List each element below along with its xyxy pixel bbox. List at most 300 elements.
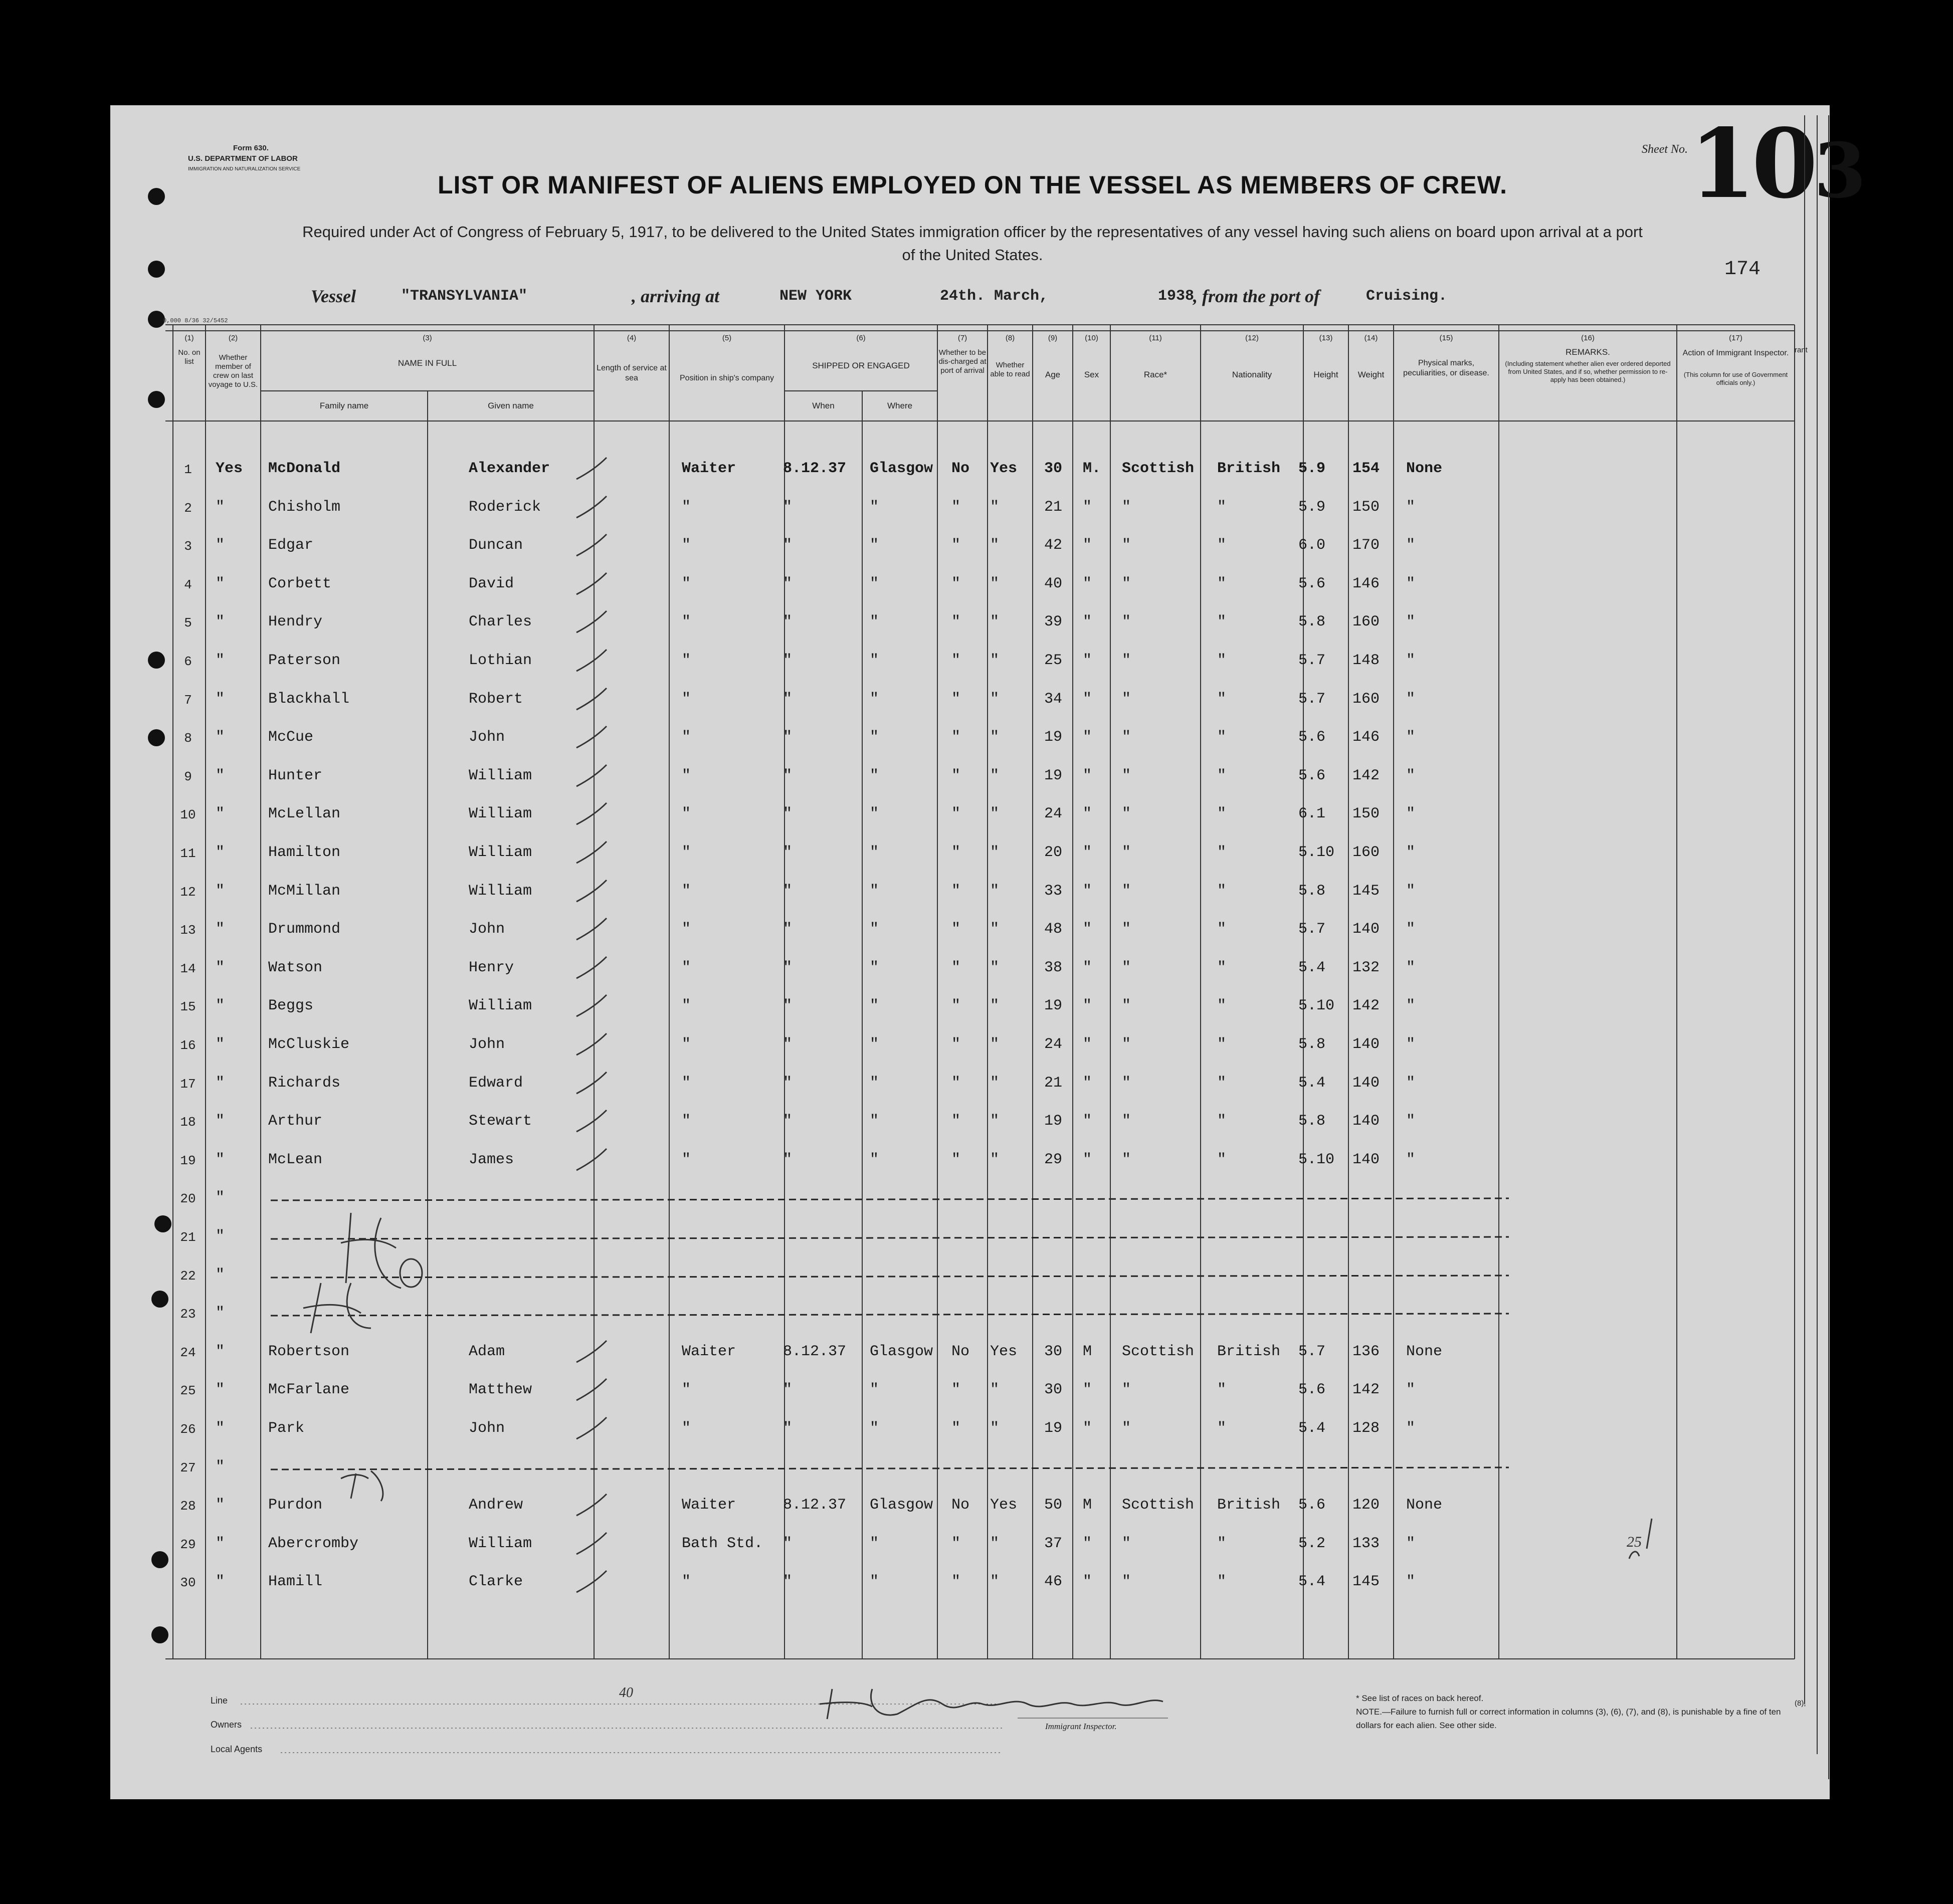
- check-mark: [576, 1110, 607, 1132]
- check-mark: [576, 534, 607, 556]
- row-number: 24: [180, 1345, 196, 1360]
- cell-position: ": [682, 1075, 691, 1092]
- cell-sex: ": [1083, 921, 1092, 938]
- cell-member: ": [216, 1458, 225, 1475]
- cell-marks: ": [1406, 805, 1416, 822]
- cell-member: ": [216, 883, 225, 900]
- arrival-port: NEW YORK: [779, 288, 852, 305]
- cell-when: ": [783, 537, 793, 554]
- cell-member: ": [216, 729, 225, 746]
- cell-nationality: ": [1217, 691, 1227, 708]
- cell-marks: ": [1406, 767, 1416, 784]
- cell-when: 8.12.37: [783, 1343, 847, 1360]
- cell-member: ": [216, 997, 225, 1014]
- cell-discharged: ": [951, 959, 961, 976]
- cell-weight: 120: [1352, 1497, 1380, 1514]
- cell-sex: ": [1083, 575, 1092, 592]
- cell-sex: ": [1083, 729, 1092, 746]
- cell-read: Yes: [990, 460, 1018, 477]
- col-where: Where: [887, 401, 913, 410]
- handwritten-initials: [303, 1213, 1652, 1719]
- cell-marks: ": [1406, 613, 1416, 630]
- cell-where: ": [870, 844, 879, 861]
- service-name: IMMIGRATION AND NATURALIZATION SERVICE: [188, 166, 301, 172]
- row-number: 26: [180, 1422, 196, 1437]
- cell-nationality: ": [1217, 729, 1227, 746]
- cell-age: 19: [1044, 1420, 1063, 1437]
- cell-race: Scottish: [1122, 1343, 1195, 1360]
- check-mark: [576, 573, 607, 594]
- cell-position: ": [682, 921, 691, 938]
- cell-where: ": [870, 997, 879, 1014]
- col1-number: (1): [184, 334, 194, 342]
- cell-read: ": [990, 652, 1000, 669]
- row-number: 12: [180, 885, 196, 900]
- cell-member: ": [216, 1420, 225, 1437]
- row-number: 18: [180, 1115, 196, 1130]
- cell-height: 5.10: [1298, 1151, 1335, 1168]
- cell-weight: 148: [1352, 652, 1380, 669]
- cell-read: ": [990, 1381, 1000, 1398]
- cell-sex: ": [1083, 767, 1092, 784]
- cell-sex: ": [1083, 1151, 1092, 1168]
- cell-position: ": [682, 499, 691, 516]
- cell-race: ": [1122, 691, 1131, 708]
- cell-member: ": [216, 575, 225, 592]
- cell-family: Abercromby: [268, 1535, 359, 1552]
- cell-height: 5.8: [1298, 1036, 1326, 1053]
- cell-discharged: ": [951, 1420, 961, 1437]
- cell-race: Scottish: [1122, 460, 1195, 477]
- cell-given: William: [469, 844, 532, 861]
- cell-member: ": [216, 1075, 225, 1092]
- col13-number: (13): [1319, 334, 1333, 342]
- cell-discharged: ": [951, 575, 961, 592]
- cell-read: ": [990, 767, 1000, 784]
- cancelled-row-line: [271, 1276, 1509, 1278]
- cell-height: 5.7: [1298, 652, 1326, 669]
- cell-where: ": [870, 537, 879, 554]
- cell-weight: 154: [1352, 460, 1380, 477]
- cell-race: ": [1122, 575, 1131, 592]
- cell-given: John: [469, 1036, 505, 1053]
- cell-discharged: ": [951, 613, 961, 630]
- cell-sex: ": [1083, 1420, 1092, 1437]
- cell-where: ": [870, 959, 879, 976]
- cell-weight: 146: [1352, 729, 1380, 746]
- cell-nationality: ": [1217, 959, 1227, 976]
- cell-weight: 132: [1352, 959, 1380, 976]
- cell-height: 5.7: [1298, 691, 1326, 708]
- cell-height: 5.6: [1298, 729, 1326, 746]
- cancelled-row-line: [271, 1314, 1509, 1316]
- cell-discharged: ": [951, 499, 961, 516]
- arrival-date: 24th. March,: [940, 288, 1049, 305]
- cell-discharged: ": [951, 1113, 961, 1130]
- page-title: LIST OR MANIFEST OF ALIENS EMPLOYED ON THE VESSEL AS MEMBERS OF CREW.: [438, 171, 1507, 199]
- cell-height: 5.2: [1298, 1535, 1326, 1552]
- cell-height: 5.6: [1298, 575, 1326, 592]
- cell-marks: ": [1406, 844, 1416, 861]
- footer-agents-label: Local Agents: [211, 1744, 263, 1754]
- cell-race: ": [1122, 729, 1131, 746]
- cell-marks: ": [1406, 1573, 1416, 1590]
- cell-family: Hamilton: [268, 844, 341, 861]
- cell-given: David: [469, 575, 514, 592]
- col-race: Race*: [1143, 370, 1167, 379]
- cell-race: ": [1122, 537, 1131, 554]
- cell-family: Richards: [268, 1075, 341, 1092]
- cell-marks: ": [1406, 1420, 1416, 1437]
- cell-member: ": [216, 499, 225, 516]
- cell-position: ": [682, 1113, 691, 1130]
- vessel-name: "TRANSYLVANIA": [401, 288, 528, 305]
- row-number: 9: [184, 769, 192, 784]
- cell-where: ": [870, 613, 879, 630]
- cell-race: ": [1122, 1151, 1131, 1168]
- cell-position: ": [682, 575, 691, 592]
- cell-where: ": [870, 1113, 879, 1130]
- cell-nationality: ": [1217, 1036, 1227, 1053]
- cell-marks: None: [1406, 1343, 1443, 1360]
- cell-weight: 136: [1352, 1343, 1380, 1360]
- cell-sex: ": [1083, 1535, 1092, 1552]
- cell-weight: 133: [1352, 1535, 1380, 1552]
- cell-when: 8.12.37: [783, 460, 847, 477]
- check-mark: [576, 918, 607, 940]
- row-number: 28: [180, 1499, 196, 1514]
- row-number: 25: [180, 1383, 196, 1398]
- cell-discharged: ": [951, 997, 961, 1014]
- cell-weight: 128: [1352, 1420, 1380, 1437]
- check-mark: [576, 803, 607, 824]
- margin-note-25: 25: [1627, 1534, 1642, 1550]
- cell-when: ": [783, 1151, 793, 1168]
- col-physical-marks: Physical marks, peculiarities, or disease.: [1403, 359, 1489, 377]
- cell-race: ": [1122, 805, 1131, 822]
- col-age: Age: [1045, 370, 1061, 379]
- check-mark: [576, 458, 607, 479]
- cell-nationality: ": [1217, 1151, 1227, 1168]
- col-remarks-note: (Including statement whether alien ever ordered deported from United States, and if so, whether permission to re-apply has been obtained.): [1505, 360, 1671, 383]
- cell-read: Yes: [990, 1497, 1018, 1514]
- cell-member: ": [216, 1189, 225, 1206]
- cell-position: ": [682, 652, 691, 669]
- cell-weight: 150: [1352, 805, 1380, 822]
- cell-age: 39: [1044, 613, 1063, 630]
- col4-number: (4): [627, 334, 637, 342]
- cell-family: Hunter: [268, 767, 323, 784]
- cell-when: ": [783, 767, 793, 784]
- cell-read: ": [990, 844, 1000, 861]
- cell-given: Robert: [469, 691, 523, 708]
- cell-nationality: ": [1217, 997, 1227, 1014]
- cell-discharged: No: [951, 1343, 970, 1360]
- cell-nationality: ": [1217, 921, 1227, 938]
- cell-member: ": [216, 1113, 225, 1130]
- cell-discharged: ": [951, 691, 961, 708]
- footer-owners-label: Owners: [211, 1720, 242, 1730]
- cell-family: Chisholm: [268, 499, 341, 516]
- cell-given: William: [469, 767, 532, 784]
- cell-when: ": [783, 805, 793, 822]
- col-whether-member: Whether member of crew on last voyage to U.S.: [208, 353, 258, 389]
- col-sex: Sex: [1084, 370, 1099, 379]
- cell-height: 5.10: [1298, 844, 1335, 861]
- cell-discharged: ": [951, 921, 961, 938]
- cell-discharged: ": [951, 844, 961, 861]
- row-number: 8: [184, 731, 192, 746]
- cell-when: ": [783, 613, 793, 630]
- check-mark: [576, 1417, 607, 1439]
- col-discharged: Whether to be dis-charged at port of arrival: [938, 348, 987, 375]
- cell-weight: 142: [1352, 997, 1380, 1014]
- col-position: Position in ship's company: [679, 374, 774, 382]
- cell-marks: ": [1406, 1036, 1416, 1053]
- cell-race: ": [1122, 1381, 1131, 1398]
- cell-marks: ": [1406, 1075, 1416, 1092]
- row-number: 16: [180, 1038, 196, 1053]
- cell-age: 34: [1044, 691, 1063, 708]
- cell-when: ": [783, 883, 793, 900]
- row-number: 29: [180, 1537, 196, 1552]
- col14-number: (14): [1364, 334, 1378, 342]
- cell-where: ": [870, 1420, 879, 1437]
- cell-sex: M: [1083, 1497, 1092, 1514]
- page-number: 174: [1724, 258, 1761, 281]
- cell-nationality: ": [1217, 1075, 1227, 1092]
- check-mark: [576, 1571, 607, 1592]
- cell-position: ": [682, 767, 691, 784]
- cell-where: ": [870, 1535, 879, 1552]
- cell-marks: ": [1406, 537, 1416, 554]
- cell-sex: ": [1083, 1075, 1092, 1092]
- footer-line-label: Line: [211, 1696, 228, 1706]
- cell-race: ": [1122, 652, 1131, 669]
- cell-family: Park: [268, 1420, 305, 1437]
- cell-height: 5.6: [1298, 767, 1326, 784]
- row-number: 2: [184, 501, 192, 516]
- cell-marks: ": [1406, 1381, 1416, 1398]
- cell-age: 24: [1044, 1036, 1063, 1053]
- col12-number: (12): [1245, 334, 1259, 342]
- cancelled-row-line: [271, 1237, 1509, 1239]
- footer-races-note: * See list of races on back hereof.: [1356, 1694, 1484, 1703]
- cell-race: ": [1122, 613, 1131, 630]
- cell-read: ": [990, 691, 1000, 708]
- cell-family: Paterson: [268, 652, 341, 669]
- cell-discharged: ": [951, 883, 961, 900]
- cell-position: ": [682, 844, 691, 861]
- cell-where: ": [870, 729, 879, 746]
- cell-where: ": [870, 1381, 879, 1398]
- cell-family: McDonald: [268, 460, 341, 477]
- col9-number: (9): [1048, 334, 1058, 342]
- cell-height: 5.9: [1298, 460, 1326, 477]
- cell-marks: ": [1406, 1113, 1416, 1130]
- footer-note: [1356, 1691, 1782, 1732]
- cancelled-row-line: [271, 1198, 1509, 1200]
- cell-race: ": [1122, 499, 1131, 516]
- col-length-service: Length of service at sea: [597, 364, 667, 382]
- cell-height: 5.7: [1298, 921, 1326, 938]
- cell-position: ": [682, 1036, 691, 1053]
- cell-position: ": [682, 883, 691, 900]
- cell-age: 33: [1044, 883, 1063, 900]
- cell-race: ": [1122, 767, 1131, 784]
- cell-weight: 150: [1352, 499, 1380, 516]
- row-number: 21: [180, 1230, 196, 1245]
- cell-when: ": [783, 1573, 793, 1590]
- cell-height: 5.8: [1298, 1113, 1326, 1130]
- cell-age: 25: [1044, 652, 1063, 669]
- cell-member: ": [216, 1266, 225, 1284]
- check-mark: [576, 1494, 607, 1516]
- row-number: 23: [180, 1307, 196, 1322]
- cell-family: Blackhall: [268, 691, 350, 708]
- cell-read: ": [990, 575, 1000, 592]
- page-subtitle: Required under Act of Congress of February 5, 1917, to be delivered to the United States immigration officer by the representatives of any vessel having such aliens on board upon arrival at a port of the United States.: [302, 223, 1643, 264]
- row-number: 20: [180, 1191, 196, 1206]
- cell-read: ": [990, 1573, 1000, 1590]
- cell-marks: ": [1406, 575, 1416, 592]
- cell-race: ": [1122, 1573, 1131, 1590]
- cell-height: 5.6: [1298, 1497, 1326, 1514]
- cell-sex: ": [1083, 844, 1092, 861]
- sheet-label: Sheet No.: [1642, 143, 1688, 156]
- cell-family: Robertson: [268, 1343, 350, 1360]
- cell-race: ": [1122, 1036, 1131, 1053]
- cell-family: Watson: [268, 959, 323, 976]
- cell-family: Hendry: [268, 613, 323, 630]
- cell-age: 37: [1044, 1535, 1063, 1552]
- cell-nationality: ": [1217, 1420, 1227, 1437]
- cell-given: William: [469, 805, 532, 822]
- cell-marks: ": [1406, 691, 1416, 708]
- cell-race: ": [1122, 1075, 1131, 1092]
- cell-sex: ": [1083, 537, 1092, 554]
- col3-number: (3): [423, 334, 432, 342]
- cell-age: 40: [1044, 575, 1063, 592]
- cell-family: Corbett: [268, 575, 332, 592]
- cell-sex: ": [1083, 1113, 1092, 1130]
- cell-when: ": [783, 1075, 793, 1092]
- check-mark: [576, 688, 607, 710]
- cell-member: ": [216, 1381, 225, 1398]
- cell-height: 5.4: [1298, 959, 1326, 976]
- cell-when: ": [783, 652, 793, 669]
- cell-race: ": [1122, 1113, 1131, 1130]
- cell-nationality: ": [1217, 767, 1227, 784]
- col-height: Height: [1313, 370, 1338, 379]
- form-number: Form 630.: [233, 144, 269, 152]
- cell-sex: ": [1083, 883, 1092, 900]
- cell-sex: M.: [1083, 460, 1101, 477]
- cell-read: ": [990, 1535, 1000, 1552]
- cell-given: Lothian: [469, 652, 532, 669]
- cell-height: 5.10: [1298, 997, 1335, 1014]
- cell-nationality: ": [1217, 537, 1227, 554]
- cell-where: ": [870, 805, 879, 822]
- cell-given: Clarke: [469, 1573, 523, 1590]
- cell-marks: ": [1406, 652, 1416, 669]
- cell-sex: ": [1083, 997, 1092, 1014]
- col-remarks: REMARKS.: [1566, 347, 1610, 357]
- cell-member: Yes: [216, 460, 243, 477]
- cell-sex: ": [1083, 805, 1092, 822]
- col11-number: (11): [1149, 334, 1162, 342]
- cell-read: ": [990, 1075, 1000, 1092]
- cell-weight: 160: [1352, 691, 1380, 708]
- cell-age: 29: [1044, 1151, 1063, 1168]
- sheet-number: 103: [1689, 108, 1862, 220]
- cell-height: 5.7: [1298, 1343, 1326, 1360]
- col7-number: (7): [957, 334, 967, 342]
- cell-age: 30: [1044, 1381, 1063, 1398]
- cell-height: 5.6: [1298, 1381, 1326, 1398]
- row-number: 6: [184, 654, 192, 669]
- footer-penalty-note: NOTE.—Failure to furnish full or correct information in columns (3), (6), (7), and (8), is punishable by a fine of ten dollars for each alien. See other side.: [1356, 1707, 1781, 1730]
- cell-marks: ": [1406, 921, 1416, 938]
- cell-weight: 146: [1352, 575, 1380, 592]
- check-mark: [576, 880, 607, 902]
- cell-sex: ": [1083, 1036, 1092, 1053]
- cell-weight: 140: [1352, 921, 1380, 938]
- cell-member: ": [216, 844, 225, 861]
- cell-member: ": [216, 1343, 225, 1360]
- cell-weight: 140: [1352, 1113, 1380, 1130]
- cell-height: 5.8: [1298, 883, 1326, 900]
- col-shipped-engaged: SHIPPED OR ENGAGED: [812, 361, 910, 370]
- cell-given: Alexander: [469, 460, 550, 477]
- cell-weight: 170: [1352, 537, 1380, 554]
- cell-member: ": [216, 652, 225, 669]
- cell-family: Hamill: [268, 1573, 323, 1590]
- cell-read: ": [990, 537, 1000, 554]
- cell-when: ": [783, 499, 793, 516]
- cell-position: ": [682, 959, 691, 976]
- arrival-year: 1938: [1158, 288, 1195, 305]
- cell-sex: M: [1083, 1343, 1092, 1360]
- cell-height: 5.4: [1298, 1573, 1326, 1590]
- cell-weight: 160: [1352, 844, 1380, 861]
- cancelled-row-line: [271, 1467, 1509, 1469]
- check-mark: [576, 1341, 607, 1362]
- inspector-label: Immigrant Inspector.: [1045, 1722, 1117, 1731]
- department-name: U.S. DEPARTMENT OF LABOR: [188, 154, 298, 163]
- row-number: 14: [180, 961, 196, 976]
- row-number: 13: [180, 923, 196, 938]
- cell-nationality: British: [1217, 1497, 1281, 1514]
- cell-marks: ": [1406, 883, 1416, 900]
- cell-height: 5.9: [1298, 499, 1326, 516]
- row-number: 1: [184, 462, 192, 477]
- cell-discharged: ": [951, 1573, 961, 1590]
- cell-member: ": [216, 921, 225, 938]
- cell-position: ": [682, 691, 691, 708]
- row-number: 11: [180, 846, 196, 861]
- cell-race: ": [1122, 1535, 1131, 1552]
- from-label: , from the port of: [1193, 286, 1320, 306]
- cell-position: ": [682, 1420, 691, 1437]
- cell-given: William: [469, 883, 532, 900]
- row-number: 7: [184, 693, 192, 708]
- cell-discharged: ": [951, 652, 961, 669]
- from-port: Cruising.: [1366, 288, 1448, 305]
- col17-number: (17): [1729, 334, 1742, 342]
- cell-position: ": [682, 805, 691, 822]
- row-number: 5: [184, 615, 192, 630]
